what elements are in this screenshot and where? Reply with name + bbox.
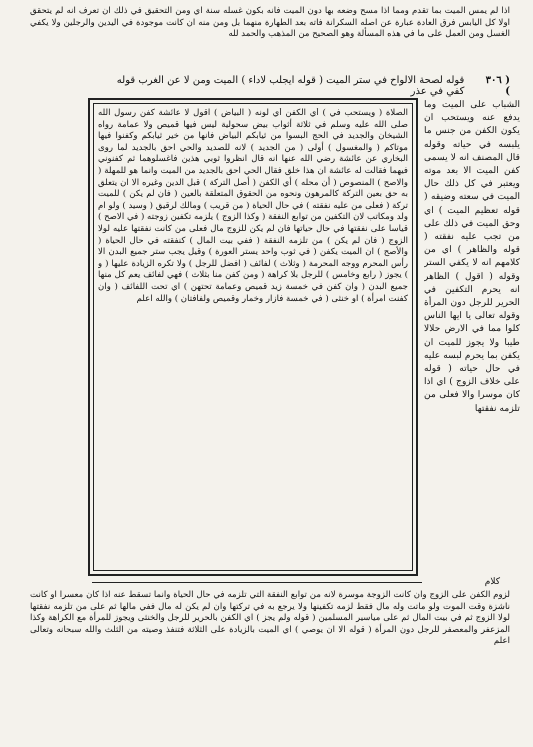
page-number: ( ٣٠٦ ) [485,75,510,97]
main-text-frame [88,98,418,576]
bottom-commentary: لزوم الكفن على الزوج وان كانت الزوجة موسرة لانه من توابع النفقة التي تلزمه في حال الحياة وانما تسقط عنه اذا كان معسرا او كانت ناشزة وقت الموت ولو ماتت وله مال فقط لزمه تكفينها ولا يرجع به في تركتها وان لم يكن له مال ففي مالها ثم على من تلزمه نفقتها لولا الزوج ثم في بيت المال ثم على مياسير المسلمين ( قوله ولم يجز ) اي الكفن بالحرير للرجل والخنثى ويجوز للمرأة مع الكراهة وكذا المزعفر والمعصفر للرجل دون المرأة ( قوله الا ان يوصي ) اي الميت بالزيادة على الثلاثة فتنفذ وصيته من الثلث والله سبحانه وتعالى اعلم [30,590,510,647]
bottom-section-label: كلام [484,577,500,587]
header-running-text: قوله لصحة الالواح في ستر الميت ( قوله ايجلب لاداء ) الميت ومن لا عن الغرب قوله كفي في عذر [116,75,465,97]
page-header [96,75,510,97]
side-margin-commentary: الشباب على الميت وما يدفع عنه ويستحب ان يكون الكفن من جنس ما يلبسه في حياته وقوله قال المصنف انه لا يسمى كفن الميت الا بعد موته ويعتبر في كل ذلك حال الميت في سعته وضيقه ( قوله تعظيم الميت ) اي وحق الميت في ذلك على من تجب عليه نفقته ( قوله والظاهر ) اي من كلامهم انه لا يكفي الستر وقوله ( اقول ) الظاهر انه يحرم التكفين في الحرير للرجل دون المرأة وقوله تعالى يا ايها الناس كلوا مما في الارض حلالا طيبا ولا يجوز للميت ان يكفن بما يحرم لبسه عليه في حال حياته ( قوله على خلاف الزوج ) اي اذا كان موسرا والا فعلى من تلزمه نفقتها [424,99,520,414]
main-body-text: الصلاة ( ويستحب في ) أي الكفن أي لونه ( البياض ) اقول لا عائشة كفن رسول الله صلى الله عليه وسلم في ثلاثة أثواب بيض سحولية ليس فيها قميص ولا عمامة رواه الشيخان والجديد في الحج البسوا من ثيابكم البياض فانها من خير ثيابكم وكفنوا فيها موتاكم ( والمغسول ) أولى ( من الجديد ) لانه للصديد والحي احق بالجديد لما روى البخاري عن عائشة رضي الله عنها انه قال انظروا ثوبي هذين فاغسلوهما ثم كفنوني فيهما فقالت له عائشة ان هذا خلق فقال الحي احق بالجديد من الميت وانما هو للمهلة ( والاصح ) المنصوص ( أن محله ) أي الكفن ( أصل التركة ) قبل الدين وغيره الا ان يتعلق به حق بعين التركة كالمرهون ونحوه من الحقوق المتعلقة بالعين ( فان لم يكن ) للميت تركة ( فعلى من عليه نفقته ) في حال الحياة ( من قريب ) ومالك لرقيق ( وسيد ) ولو ام ولد ومكاتب لان التكفين من توابع النفقة ( وكذا الزوج ) يلزمه تكفين زوجته ( في الاصح ) قياسا على نفقتها في حال حياتها فان لم يكن للزوج مال فعلى من كانت نفقتها عليه لولا الزوج ( فان لم يكن ) من تلزمه النفقة ( ففي بيت المال ) كنفقته في حال الحياة ( والأصح ) ان الميت يكفن ( في ثوب واحد يستر العورة ) وقيل يجب ستر جميع البدن الا رأس المحرم ووجه المحرمة ( وثلاث ) لفائف ( افضل للرجل ) ولا تكره الزيادة عليها ( و ) يجوز ( رابع وخامس ) للرجل بلا كراهة ( ومن كفن منا بثلاث ) فهي لفائف يعم كل منها جميع البدن ( وان كفن في خمسة زيد قميص وعمامة تحتهن ) اي تحت اللفائف ( وان كفنت امرأة ) او خنثى ( في خمسة فازار وخمار وقميص ولفافتان ) والله اعلم [98,108,408,304]
top-margin-commentary: اذا لم يمس الميت بما تقدم ومما اذا مسح وضعه بها دون الميت فانه بكون غسله سنة اي ومن التحقيق في ذلك ان تعرف انه لم يتحقق اولا كل اليابس فرق العادة عبارة عن اصله السكرانة فاته بعد الطهارة منهما بل ومن منه ان كانت موجودة في اليدين والرجلين ولا يكفي الغسل ومن العمل على ما في هذه المسألة وهو الصحيح من المذهب والحمد لله [30,6,510,40]
main-text-inner-frame [93,103,413,571]
